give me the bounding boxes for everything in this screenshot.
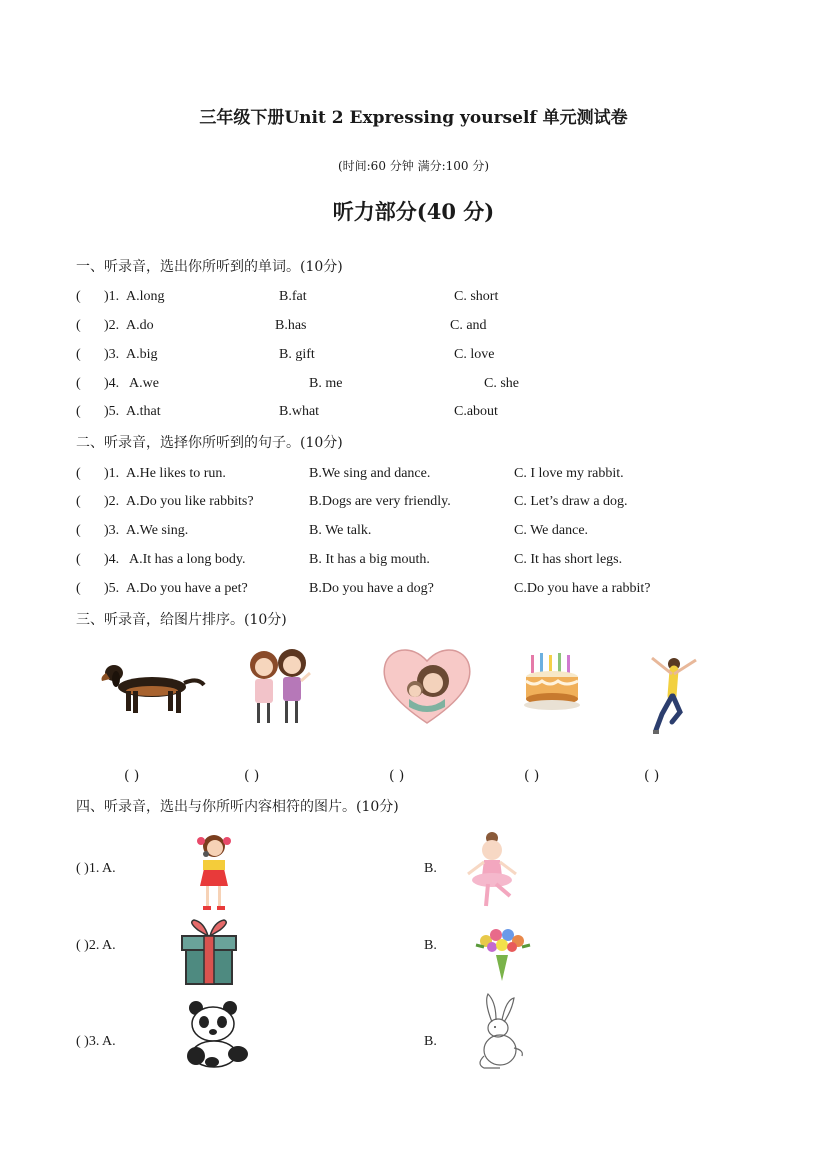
part-title: 听力部分(40 分)	[332, 199, 495, 224]
option-a: A.He likes to run.	[126, 466, 226, 481]
jumping-woman-icon	[646, 652, 700, 738]
option-b: B. me	[309, 376, 343, 391]
order-blank[interactable]: ( )	[644, 768, 660, 784]
answer-paren: (	[76, 347, 81, 362]
gift-box-icon	[180, 920, 238, 988]
question-number: )4.	[104, 552, 120, 567]
option-b-label: B.	[424, 1034, 437, 1049]
option-b: B.We sing and dance.	[309, 466, 431, 481]
option-b: B.Do you have a dog?	[309, 581, 434, 596]
option-c: C. short	[454, 289, 499, 304]
option-c: C. love	[454, 347, 495, 362]
birthday-cake-icon	[522, 653, 582, 717]
singing-girl-icon	[192, 832, 238, 914]
order-blank[interactable]: ( )	[124, 768, 140, 784]
question-number: )3.	[104, 347, 120, 362]
section1-heading: 一、听录音，选出你所听到的单词。(10分)	[76, 259, 343, 275]
option-c: C. It has short legs.	[514, 552, 623, 567]
question-number: )2.	[104, 494, 120, 509]
answer-paren: (	[76, 581, 81, 596]
question-number: ( )2. A.	[76, 938, 116, 953]
order-blank[interactable]: ( )	[244, 768, 260, 784]
option-a: A.We sing.	[126, 523, 189, 538]
option-c: C. We dance.	[514, 523, 589, 538]
option-a: A.that	[126, 404, 161, 419]
answer-paren: (	[76, 318, 81, 333]
option-a: A.Do you have a pet?	[126, 581, 248, 596]
option-c: C. Let’s draw a dog.	[514, 494, 628, 509]
option-a: A.long	[126, 289, 165, 304]
flower-bouquet-icon	[472, 925, 534, 983]
friends-icon	[244, 645, 314, 727]
mother-child-heart-icon	[381, 643, 473, 725]
page-title: 三年级下册Unit 2 Expressing yourself 单元测试卷	[199, 108, 628, 128]
question-number: )3.	[104, 523, 120, 538]
option-b-label: B.	[424, 938, 437, 953]
option-b: B.Dogs are very friendly.	[309, 494, 451, 509]
ballet-dancer-icon	[462, 830, 522, 916]
question-number: )4.	[104, 376, 120, 391]
order-blank[interactable]: ( )	[389, 768, 405, 784]
option-b: B.what	[279, 404, 320, 419]
answer-paren: (	[76, 552, 81, 567]
question-number: ( )1. A.	[76, 861, 116, 876]
question-number: )5.	[104, 404, 120, 419]
section2-heading: 二、听录音，选择你所听到的句子。(10分)	[76, 435, 343, 451]
answer-paren: (	[76, 376, 81, 391]
panda-icon	[184, 1000, 250, 1068]
option-a: A.It has a long body.	[129, 552, 246, 567]
option-b: B.has	[275, 318, 307, 333]
dachshund-icon	[100, 655, 206, 719]
section3-heading: 三、听录音，给图片排序。(10分)	[76, 612, 287, 628]
option-c: C.Do you have a rabbit?	[514, 581, 651, 596]
option-a: A.big	[126, 347, 158, 362]
option-b: B. gift	[279, 347, 315, 362]
option-a: A.we	[129, 376, 159, 391]
answer-paren: (	[76, 523, 81, 538]
option-b-label: B.	[424, 861, 437, 876]
answer-paren: (	[76, 466, 81, 481]
option-c: C. I love my rabbit.	[514, 466, 624, 481]
option-c: C. and	[450, 318, 487, 333]
question-number: )5.	[104, 581, 120, 596]
answer-paren: (	[76, 494, 81, 509]
question-number: )2.	[104, 318, 120, 333]
option-b: B.fat	[279, 289, 307, 304]
option-a: A.do	[126, 318, 154, 333]
option-c: C.about	[454, 404, 498, 419]
option-a: A.Do you like rabbits?	[126, 494, 254, 509]
exam-meta: (时间:60 分钟 满分:100 分)	[337, 159, 490, 173]
section4-heading: 四、听录音，选出与你所听内容相符的图片。(10分)	[76, 799, 399, 815]
option-b: B. It has a big mouth.	[309, 552, 430, 567]
question-number: )1.	[104, 289, 120, 304]
option-c: C. she	[484, 376, 519, 391]
question-number: ( )3. A.	[76, 1034, 116, 1049]
order-blank[interactable]: ( )	[524, 768, 540, 784]
answer-paren: (	[76, 289, 81, 304]
rabbit-sketch-icon	[470, 994, 532, 1072]
option-b: B. We talk.	[309, 523, 372, 538]
answer-paren: (	[76, 404, 81, 419]
question-number: )1.	[104, 466, 120, 481]
